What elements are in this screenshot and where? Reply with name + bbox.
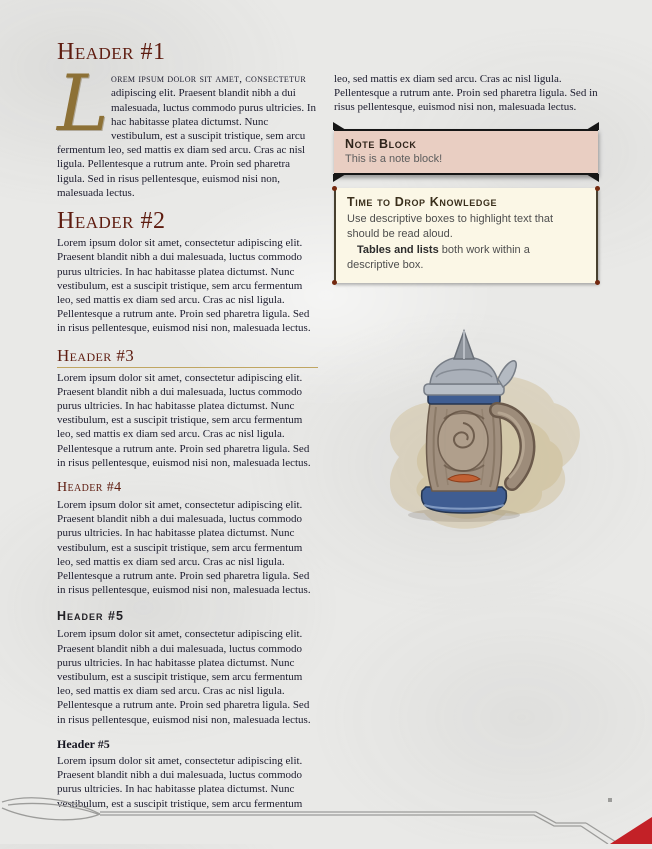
- corner-dot-icon: [595, 280, 600, 285]
- paragraph: Lorem ipsum dolor sit amet, consectetur adipiscing elit. Praesent blandit nibh a dui malesuada, luctus commodo purus ultricies. In hac habitasse platea dictumst. Nunc vestibulum, est a suscipit tristique, sem arcu fermentum: [57, 754, 303, 810]
- footer-flourish-icon: [0, 792, 652, 844]
- paragraph: Lorem ipsum dolor sit amet, consectetur adipiscing elit. Praesent blandit nibh a dui malesuada, luctus commodo purus ultricies. In hac habitasse platea dictumst. Nunc vestibulum, est a suscipit tristique, sem arcu fermentum leo, sed mattis ex diam sed arcu. Cras ac nisl ligula. Pellentesque a rutrum ante. Proin sed pharetra ligula. Sed in risus pellentesque, euismod nisi non, malesuada lectus.: [57, 371, 311, 469]
- footer-red-corner: [610, 817, 652, 844]
- corner-dot-icon: [595, 186, 600, 191]
- section-3: [57, 346, 318, 470]
- section-heading: Header #5: [57, 736, 110, 751]
- descriptive-box-rest-text: both work within a descriptive box.: [347, 243, 530, 272]
- descriptive-box-title: Time to Drop Knowledge: [347, 194, 498, 209]
- paragraph: Lorem ipsum dolor sit amet, consectetur adipiscing elit. Praesent blandit nibh a dui malesuada, luctus commodo purus ultricies. In hac habitasse platea dictumst. Nunc vestibulum, est a suscipit tristique, sem arcu fermentum leo, sed mattis ex diam sed arcu. Cras ac nisl ligula. Pellentesque a rutrum ante. Proin sed pharetra ligula. Sed in risus pellentesque, euismod nisi non, malesuada lectus.: [57, 237, 311, 335]
- footer-square-dot: [608, 798, 612, 802]
- note-block-body: This is a note block!: [345, 152, 443, 165]
- descriptive-box: [334, 188, 598, 283]
- beer-stein-image: [344, 307, 589, 535]
- lead-body-text: adipiscing elit. Praesent blandit nibh a dui malesuada, luctus commodo purus ultricies. In hac habitasse platea dictumst. Nunc vestibulum, est a suscipit tristique, sem arcu fermentum leo, sed mattis ex diam sed arcu. Cras ac nisl ligula. Pellentesque a rutrum ante. Proin sed pharetra ligula. Sed in risus pellentesque, euismod nisi non, malesuada lectus.: [57, 87, 316, 199]
- page-footer-ornament: [0, 792, 652, 844]
- paragraph: Lorem ipsum dolor sit amet, consectetur adipiscing elit. Praesent blandit nibh a dui malesuada, luctus commodo purus ultricies. In hac habitasse platea dictumst. Nunc vestibulum, est a suscipit tristique, sem arcu fermentum leo, sed mattis ex diam sed arcu. Cras ac nisl ligula. Pellentesque a rutrum ante. Proin sed pharetra ligula. Sed in risus pellentesque, euismod nisi non, malesuada lectus.: [57, 499, 311, 597]
- corner-dot-icon: [332, 280, 337, 285]
- section-heading: Header #3: [57, 346, 318, 368]
- lead-smallcaps-text: orem ipsum dolor sit amet, consectetur: [111, 73, 307, 86]
- right-column: [334, 40, 598, 811]
- descriptive-box-text: [347, 243, 585, 274]
- descriptive-box-text: Use descriptive boxes to highlight text that should be read aloud.: [347, 212, 554, 241]
- beer-stein-illustration: [344, 307, 589, 535]
- section-heading: Header #4: [57, 480, 122, 496]
- lead-paragraph: [57, 59, 318, 200]
- corner-flag-icon: [586, 174, 599, 182]
- left-column: [57, 40, 318, 811]
- paragraph: Lorem ipsum dolor sit amet, consectetur adipiscing elit. Praesent blandit nibh a dui malesuada, luctus commodo purus ultricies. In hac habitasse platea dictumst. Nunc vestibulum, est a suscipit tristique, sem arcu fermentum leo, sed mattis ex diam sed arcu. Cras ac nisl ligula. Pellentesque a rutrum ante. Proin sed pharetra ligula. Sed in risus pellentesque, euismod nisi non, malesuada lectus.: [57, 628, 311, 726]
- section-heading: Header #5: [57, 609, 124, 624]
- note-block: [334, 129, 598, 175]
- descriptive-box-bold-text: Tables and lists: [357, 243, 439, 256]
- corner-flag-icon: [586, 122, 599, 130]
- page-title: Header #1: [57, 39, 166, 65]
- corner-flag-icon: [333, 174, 346, 182]
- section-5: [57, 609, 318, 726]
- corner-dot-icon: [332, 186, 337, 191]
- section-4: [57, 480, 318, 597]
- dropcap-letter: L: [57, 59, 109, 150]
- note-block-title: Note Block: [345, 136, 417, 151]
- section-2: [57, 209, 318, 336]
- section-heading: Header #2: [57, 208, 166, 235]
- corner-flag-icon: [333, 122, 346, 130]
- continuation-paragraph: leo, sed mattis ex diam sed arcu. Cras ac nisl ligula. Pellentesque a rutrum ante. Proin sed pharetra ligula. Sed in risus pellentesque, euismod nisi non, malesuada lectus.: [334, 73, 598, 114]
